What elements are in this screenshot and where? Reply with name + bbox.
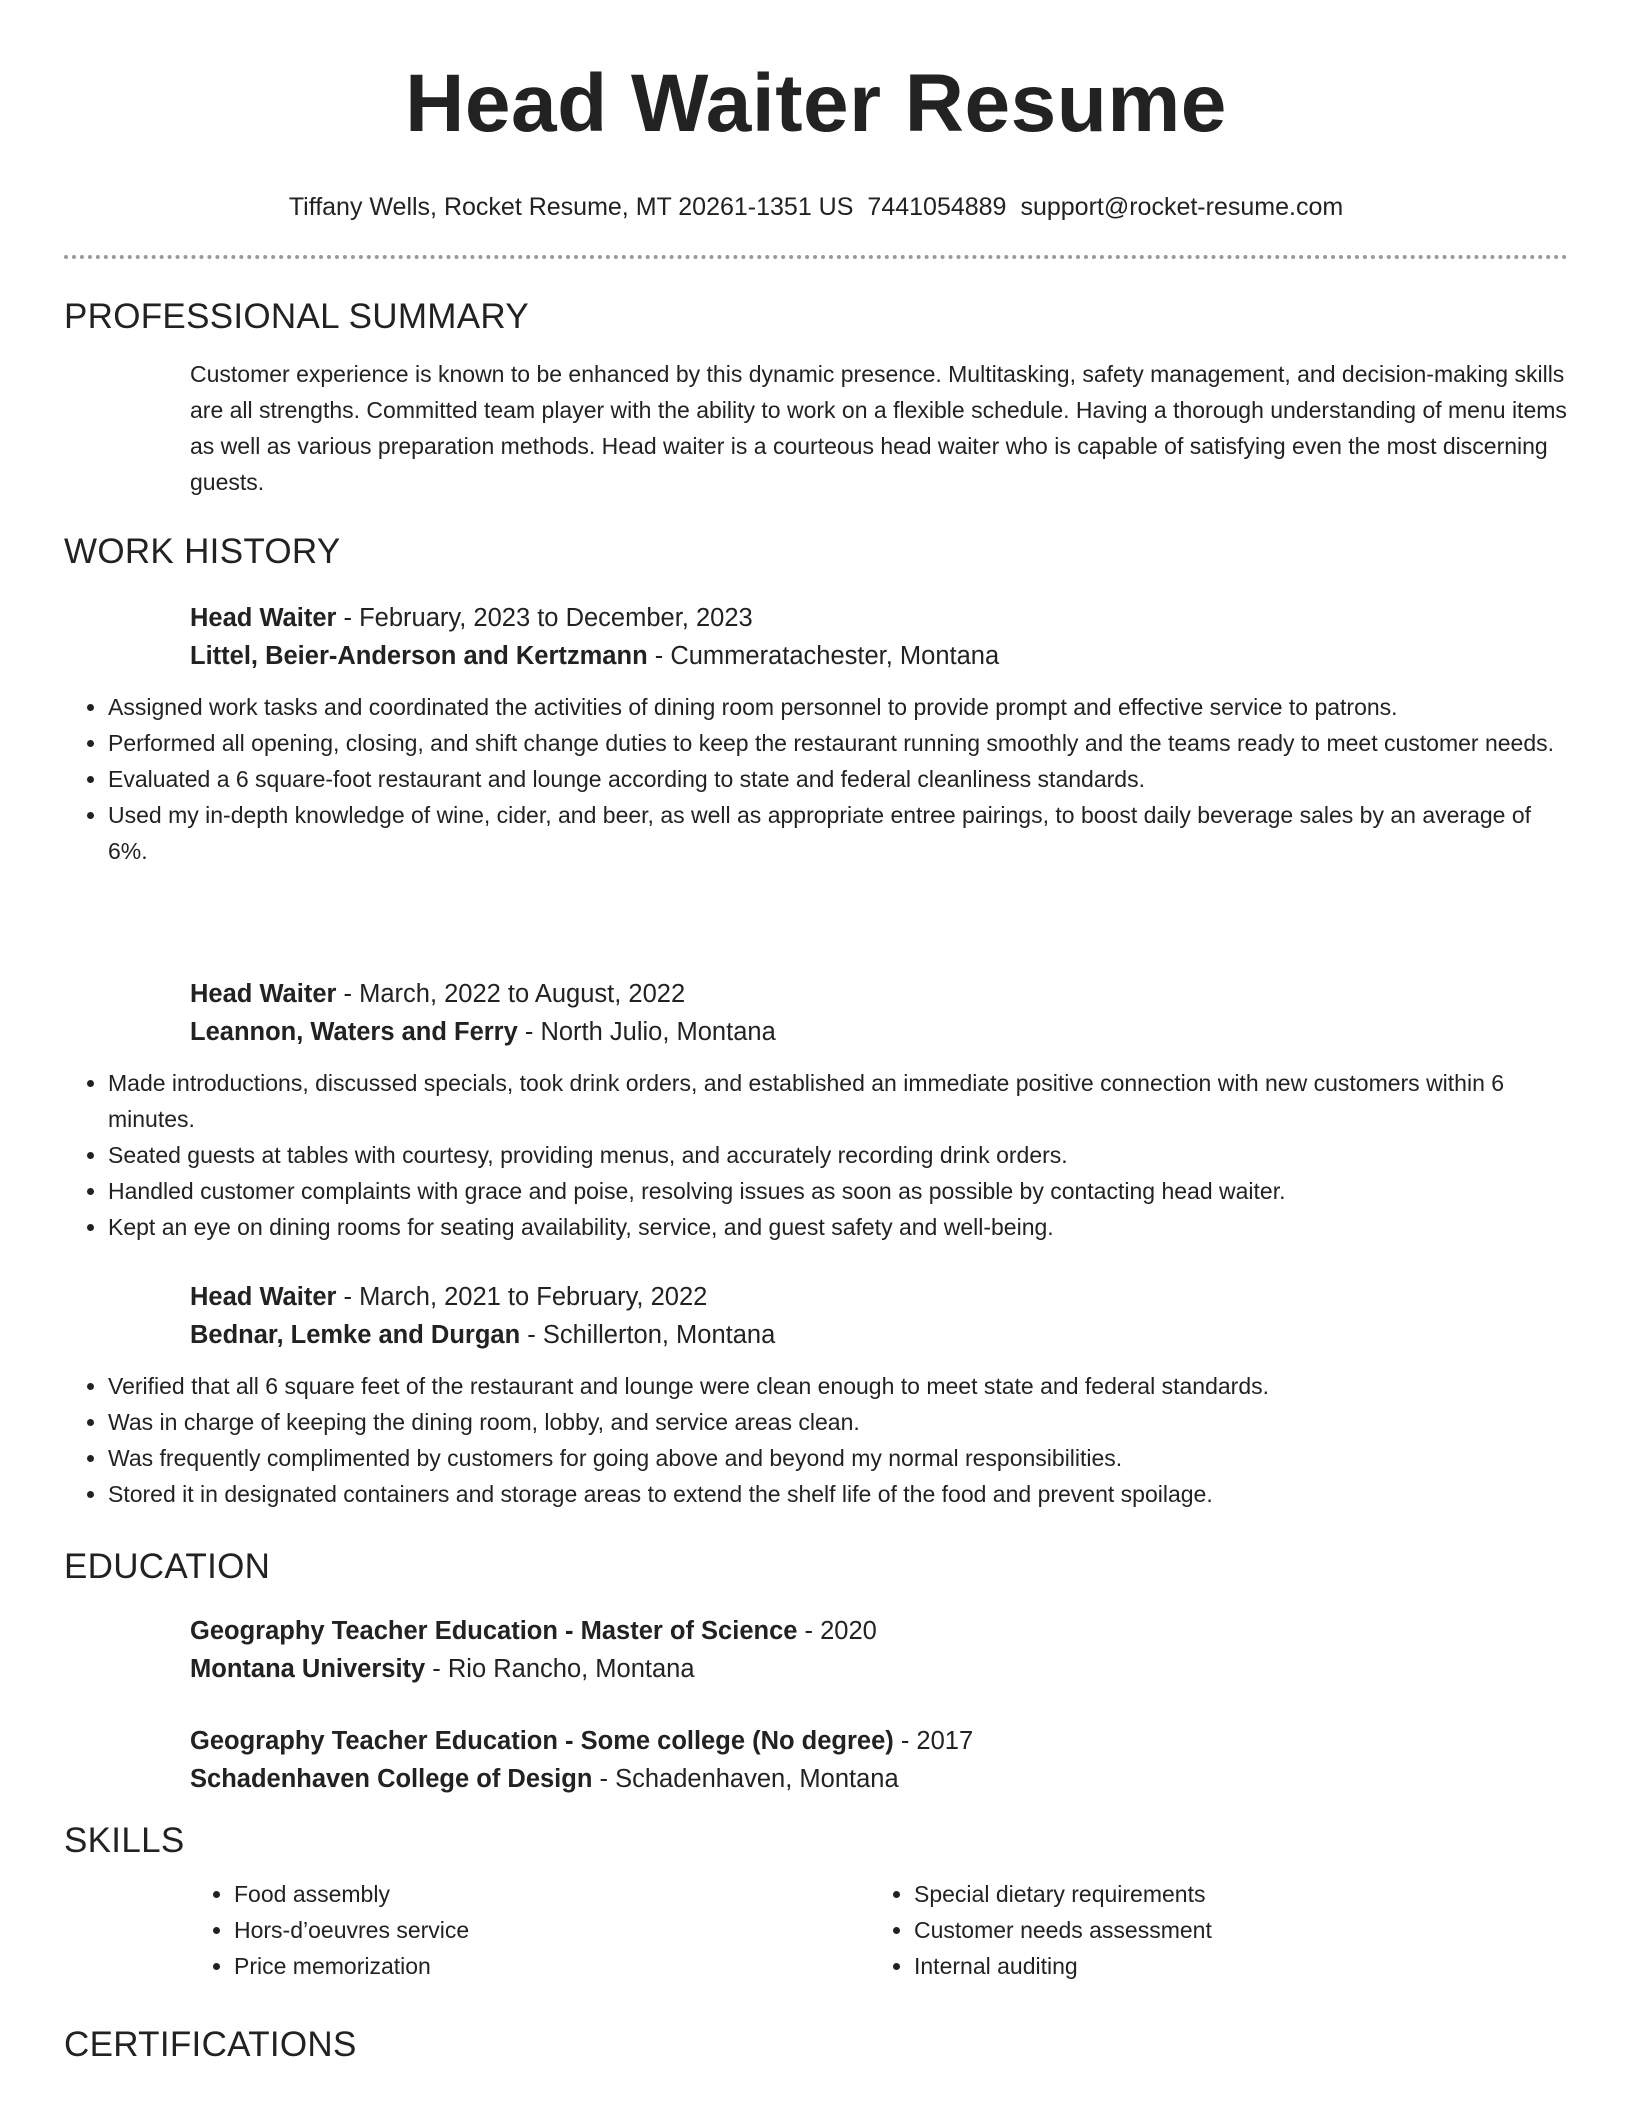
certifications-section bbox=[64, 2024, 1568, 2066]
job-bullet: • Stored it in designated containers and storage areas to extend the shelf life of the food and prevent spoilage. bbox=[108, 1476, 1568, 1512]
job-dates: - March, 2021 to February, 2022 bbox=[336, 1283, 708, 1311]
job-title-line bbox=[190, 599, 1568, 637]
education-degree-line bbox=[190, 1722, 1568, 1760]
skills-heading: SKILLS bbox=[64, 1821, 185, 1860]
job-bullet: • Evaluated a 6 square-foot restaurant and lounge according to state and federal cleanliness standards. bbox=[108, 761, 1568, 797]
job-entry bbox=[64, 975, 1568, 1245]
job-role: Head Waiter bbox=[190, 1283, 337, 1311]
work-heading-wrap bbox=[64, 531, 1568, 573]
job-bullets bbox=[64, 1065, 1568, 1245]
job-role: Head Waiter bbox=[190, 980, 337, 1008]
skills-section bbox=[64, 1820, 1568, 1984]
job-bullet: • Was in charge of keeping the dining room, lobby, and service areas clean. bbox=[108, 1404, 1568, 1440]
summary-heading: PROFESSIONAL SUMMARY bbox=[64, 297, 529, 336]
job-bullet: • Was frequently complimented by customers for going above and beyond my normal responsibilities. bbox=[108, 1440, 1568, 1476]
job-dates: - March, 2022 to August, 2022 bbox=[336, 980, 686, 1008]
header-divider bbox=[64, 255, 1568, 259]
skills-grid bbox=[190, 1876, 1568, 1984]
job-bullet: • Kept an eye on dining rooms for seating availability, service, and guest safety and well-being. bbox=[108, 1209, 1568, 1245]
job-bullet: • Seated guests at tables with courtesy, providing menus, and accurately recording drink orders. bbox=[108, 1137, 1568, 1173]
summary-section bbox=[64, 296, 1568, 500]
job-location: - Cummeratachester, Montana bbox=[647, 642, 1000, 670]
job-role: Head Waiter bbox=[190, 604, 337, 632]
skill-item: • Special dietary requirements bbox=[914, 1876, 1550, 1912]
job-location: - North Julio, Montana bbox=[517, 1018, 776, 1046]
education-degree-line bbox=[190, 1612, 1568, 1650]
job-title-line bbox=[190, 1278, 1568, 1316]
job-bullets bbox=[64, 1368, 1568, 1512]
contact-line bbox=[64, 192, 1568, 222]
job-location: - Schillerton, Montana bbox=[520, 1321, 776, 1349]
job-bullet: • Verified that all 6 square feet of the restaurant and lounge were clean enough to meet state and federal standards. bbox=[108, 1368, 1568, 1404]
education-entry bbox=[64, 1722, 1568, 1798]
skill-item: • Internal auditing bbox=[914, 1948, 1550, 1984]
education-school-line bbox=[190, 1650, 1568, 1688]
skill-item: • Food assembly bbox=[234, 1876, 870, 1912]
education-heading-wrap bbox=[64, 1546, 1568, 1588]
education-year: - 2020 bbox=[797, 1617, 877, 1645]
job-company: Littel, Beier-Anderson and Kertzmann bbox=[190, 642, 648, 670]
skills-column-left bbox=[190, 1876, 870, 1984]
contact-email: support@rocket-resume.com bbox=[1020, 193, 1344, 221]
education-school-line bbox=[190, 1760, 1568, 1798]
job-bullets bbox=[64, 689, 1568, 869]
job-bullet: • Performed all opening, closing, and shift change duties to keep the restaurant running smoothly and the teams ready to meet customer needs. bbox=[108, 725, 1568, 761]
contact-address: Tiffany Wells, Rocket Resume, MT 20261-1351 US bbox=[288, 193, 854, 221]
job-company-line bbox=[190, 1013, 1568, 1051]
job-company: Bednar, Lemke and Durgan bbox=[190, 1321, 521, 1349]
resume-page bbox=[64, 0, 1568, 2064]
job-bullet: • Handled customer complaints with grace and poise, resolving issues as soon as possible by contacting head waiter. bbox=[108, 1173, 1568, 1209]
job-company: Leannon, Waters and Ferry bbox=[190, 1018, 518, 1046]
education-school: Montana University bbox=[190, 1655, 426, 1683]
resume-title: Head Waiter Resume bbox=[405, 58, 1227, 149]
skill-item: • Price memorization bbox=[234, 1948, 870, 1984]
education-heading: EDUCATION bbox=[64, 1547, 271, 1586]
work-heading: WORK HISTORY bbox=[64, 532, 341, 571]
education-entry bbox=[64, 1612, 1568, 1688]
job-dates: - February, 2023 to December, 2023 bbox=[336, 604, 753, 632]
education-location: - Schadenhaven, Montana bbox=[592, 1765, 899, 1793]
skills-column-right bbox=[870, 1876, 1550, 1984]
job-bullet: • Made introductions, discussed specials, took drink orders, and established an immediate positive connection with new customers within 6 minutes. bbox=[108, 1065, 1568, 1137]
certifications-heading: CERTIFICATIONS bbox=[64, 2025, 357, 2064]
job-bullet: • Used my in-depth knowledge of wine, cider, and beer, as well as appropriate entree pairings, to boost daily beverage sales by an average of 6%. bbox=[108, 797, 1568, 869]
summary-text: Customer experience is known to be enhanced by this dynamic presence. Multitasking, safety management, and decision-making skills are all strengths. Committed team player with the ability to work on a flexible schedule. Having a thorough understanding of menu items as well as various preparation methods. Head waiter is a courteous head waiter who is capable of satisfying even the most discerning guests. bbox=[190, 361, 1567, 495]
job-title-line bbox=[190, 975, 1568, 1013]
job-entry bbox=[64, 599, 1568, 869]
skill-item: • Hors-d’oeuvres service bbox=[234, 1912, 870, 1948]
education-school: Schadenhaven College of Design bbox=[190, 1765, 593, 1793]
job-bullet: • Assigned work tasks and coordinated the activities of dining room personnel to provide prompt and effective service to patrons. bbox=[108, 689, 1568, 725]
education-degree: Geography Teacher Education - Some college (No degree) bbox=[190, 1727, 894, 1755]
skill-item: • Customer needs assessment bbox=[914, 1912, 1550, 1948]
education-year: - 2017 bbox=[893, 1727, 974, 1755]
job-entry bbox=[64, 1278, 1568, 1512]
job-company-line bbox=[190, 637, 1568, 675]
job-company-line bbox=[190, 1316, 1568, 1354]
education-degree: Geography Teacher Education - Master of Science bbox=[190, 1617, 798, 1645]
contact-phone: 7441054889 bbox=[867, 193, 1007, 221]
education-location: - Rio Rancho, Montana bbox=[425, 1655, 695, 1683]
